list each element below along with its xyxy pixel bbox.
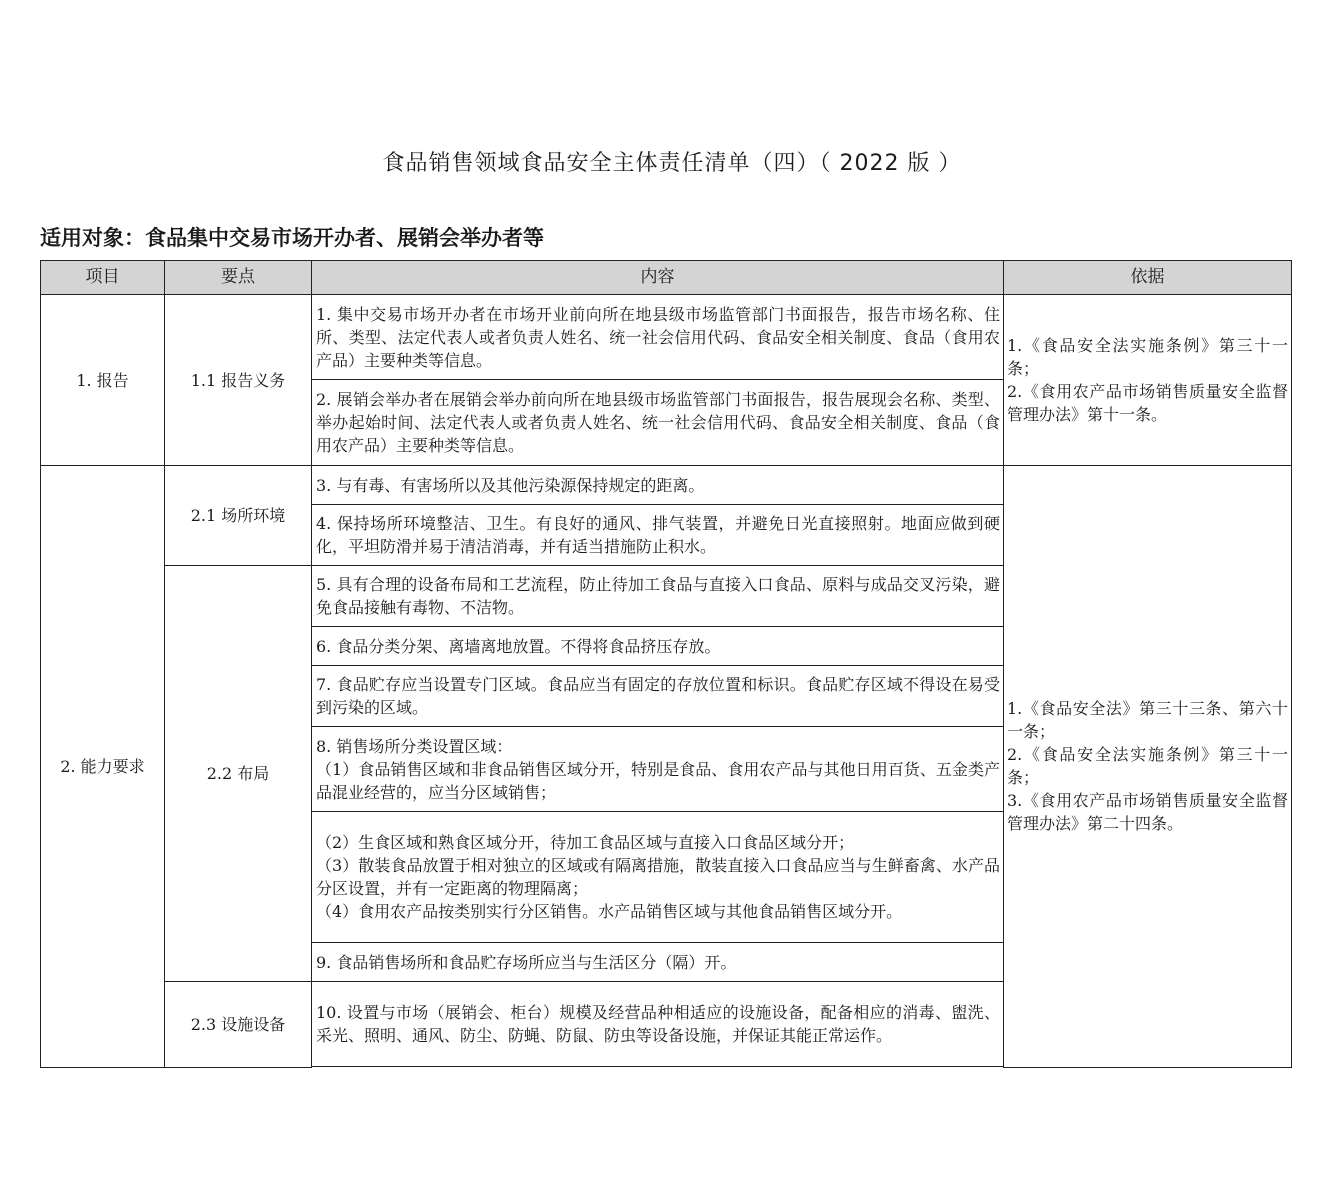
- content-cell: 8. 销售场所分类设置区域： （1）食品销售区域和非食品销售区域分开，特别是食品、食用农产品与其他日用百货、五金类产品混业经营的，应当分区域销售；: [312, 727, 1004, 812]
- responsibility-table: [40, 260, 1292, 1068]
- basis-line: 3.《食用农产品市场销售质量安全监督管理办法》第二十四条。: [1007, 791, 1288, 834]
- table-header-row: [41, 261, 1292, 295]
- content-cell: 6. 食品分类分架、离墙离地放置。不得将食品挤压存放。: [312, 627, 1004, 666]
- header-point: 要点: [165, 261, 312, 295]
- basis-cell: [1004, 295, 1292, 466]
- content-cell: （2）生食区域和熟食区域分开，待加工食品区域与直接入口食品区域分开； （3）散装食品放置于相对独立的区域或有隔离措施，散装直接入口食品应当与生鲜畜禽、水产品分区设置，并有一定距离的物理隔离； （4）食用农产品按类别实行分区销售。水产品销售区域与其他食品销售区域分开。: [312, 812, 1004, 943]
- applicable-subjects: 适用对象：食品集中交易市场开办者、展销会举办者等: [40, 226, 544, 250]
- basis-line: 2.《食品安全法实施条例》第三十一条；: [1007, 745, 1288, 788]
- content-cell: 10. 设置与市场（展销会、柜台）规模及经营品种相适应的设施设备，配备相应的消毒、盥洗、采光、照明、通风、防尘、防蝇、防鼠、防虫等设备设施，并保证其能正常运作。: [312, 982, 1004, 1067]
- header-content: 内容: [312, 261, 1004, 295]
- item-cell: 1. 报告: [41, 295, 165, 466]
- content-cell: 4. 保持场所环境整洁、卫生。有良好的通风、排气装置，并避免日光直接照射。地面应做到硬化，平坦防滑并易于清洁消毒，并有适当措施防止积水。: [312, 505, 1004, 566]
- content-cell: 2. 展销会举办者在展销会举办前向所在地县级市场监管部门书面报告，报告展现会名称、类型、举办起始时间、法定代表人或者负责人姓名、统一社会信用代码、食品安全相关制度、食品（食用农产品）主要种类等信息。: [312, 380, 1004, 466]
- content-cell: 7. 食品贮存应当设置专门区域。食品应当有固定的存放位置和标识。食品贮存区域不得设在易受到污染的区域。: [312, 666, 1004, 727]
- basis-line: 1.《食品安全法》第三十三条、第六十一条；: [1007, 699, 1288, 742]
- basis-line: 2.《食用农产品市场销售质量安全监督管理办法》第十一条。: [1007, 382, 1288, 424]
- point-cell: 2.1 场所环境: [165, 466, 312, 566]
- table-row: [41, 295, 1292, 380]
- document-title: 食品销售领域食品安全主体责任清单（四）（ 2022 版 ）: [382, 151, 962, 176]
- table-row: [41, 466, 1292, 505]
- content-cell: 5. 具有合理的设备布局和工艺流程，防止待加工食品与直接入口食品、原料与成品交叉污染，避免食品接触有毒物、不洁物。: [312, 566, 1004, 627]
- content-cell: 9. 食品销售场所和食品贮存场所应当与生活区分（隔）开。: [312, 943, 1004, 982]
- point-cell: 2.2 布局: [165, 566, 312, 982]
- item-cell: 2. 能力要求: [41, 466, 165, 1068]
- point-cell: 2.3 设施设备: [165, 982, 312, 1068]
- content-cell: 3. 与有毒、有害场所以及其他污染源保持规定的距离。: [312, 466, 1004, 505]
- point-cell: 1.1 报告义务: [165, 295, 312, 466]
- header-basis: 依据: [1004, 261, 1292, 295]
- basis-cell: [1004, 466, 1292, 1068]
- header-item: 项目: [41, 261, 165, 295]
- basis-line: 1.《食品安全法实施条例》第三十一条；: [1007, 336, 1288, 378]
- content-cell: 1. 集中交易市场开办者在市场开业前向所在地县级市场监管部门书面报告，报告市场名称、住所、类型、法定代表人或者负责人姓名、统一社会信用代码、食品安全相关制度、食品（食用农产品）主要种类等信息。: [312, 295, 1004, 380]
